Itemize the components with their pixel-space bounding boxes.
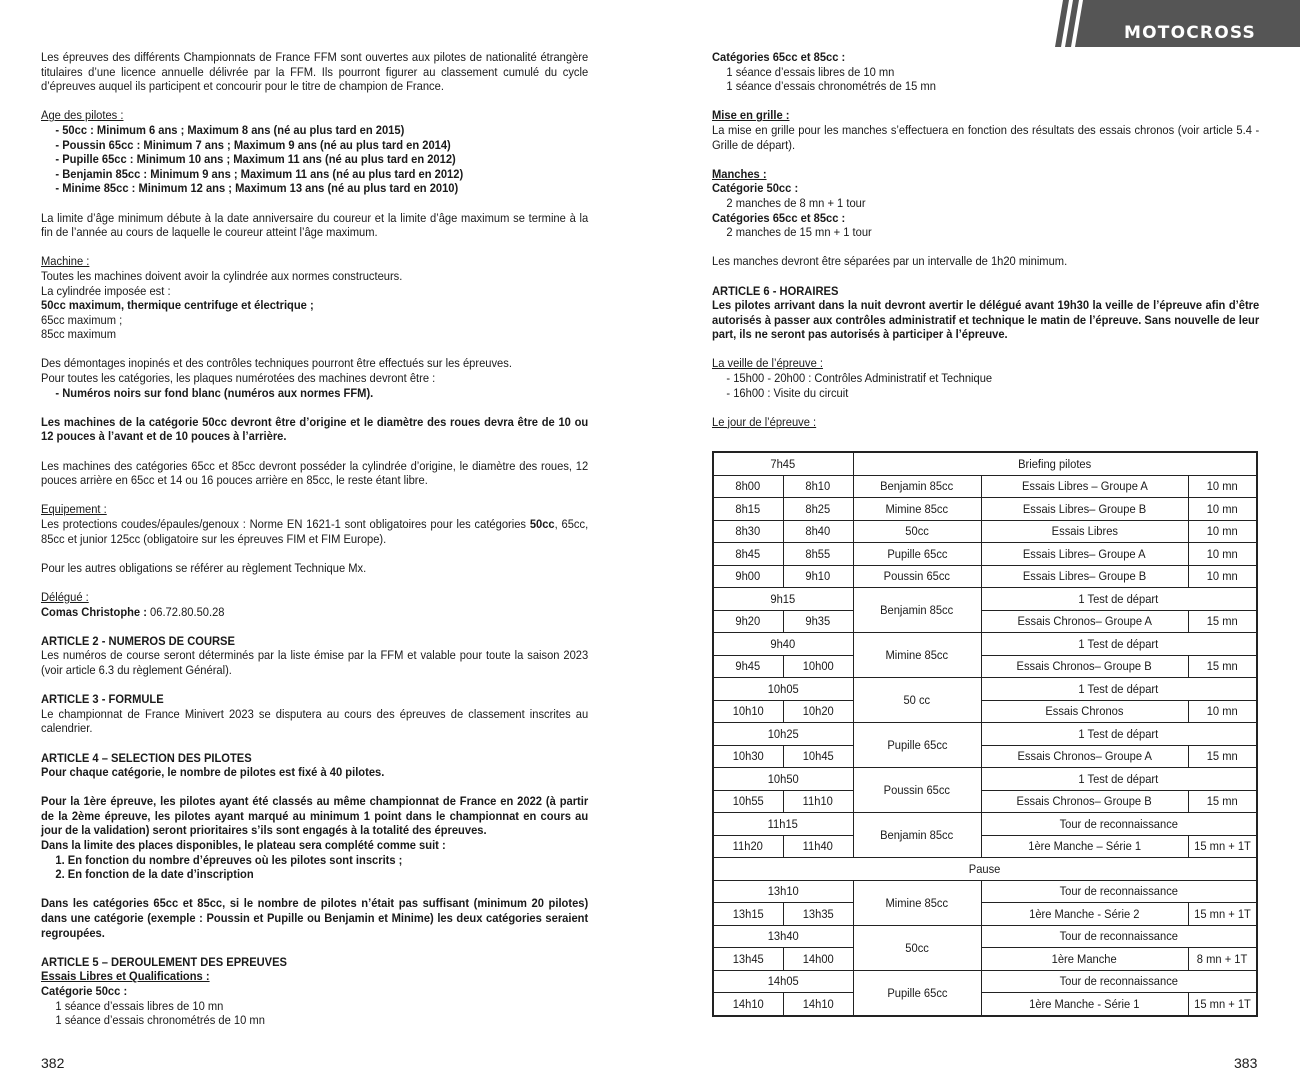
category-cell: Benjamin 85cc [853,813,981,858]
block-time-cell: 14h05 [713,970,853,993]
block-label-cell: Tour de reconnaissance [981,880,1257,903]
category-cell: Poussin 65cc [853,768,981,813]
machines-50-paragraph: Les machines de la catégorie 50cc devront être d’origine et le diamètre des roues devra être de 10 ou 12 pouces à l’avant et de 10 pouces à l’arrière. [41,414,589,444]
category-cell: Benjamin 85cc [853,588,981,633]
category-cell: 50 cc [853,678,981,723]
article-4-line: Pour chaque catégorie, le nombre de pilotes est fixé à 40 pilotes. [41,765,385,780]
session-cell: 1ère Manche - Série 1 [981,993,1188,1016]
end-time-cell: 10h45 [783,745,853,768]
right-column [712,50,1259,429]
table-row [713,903,1257,926]
banner-title: MOTOCROSS [1124,23,1256,43]
block-label-cell: 1 Test de départ [981,678,1257,701]
table-row [713,790,1257,813]
session-cell: Essais Chronos– Groupe B [981,655,1188,678]
cat-6585-heading: Catégories 65cc et 85cc : [712,50,846,64]
table-row [713,700,1257,723]
block-label-cell: 1 Test de départ [981,768,1257,791]
table-row [713,835,1257,858]
session-cell: 1ère Manche - Série 2 [981,903,1188,926]
demontages-line: Pour toutes les catégories, les plaques numérotées des machines devront être : [41,371,436,386]
block-label-cell: 1 Test de départ [981,588,1257,611]
table-row [713,633,1257,656]
article-4-title: ARTICLE 4 – SELECTION DES PILOTES [41,750,252,765]
block-time-cell: 9h40 [713,633,853,656]
category-cell: Mimine 85cc [853,880,981,925]
duration-cell: 10 mn [1188,475,1257,498]
briefing-time: 7h45 [713,452,853,475]
block-label-cell: Tour de reconnaissance [981,813,1257,836]
equipment-paragraph [41,517,588,546]
age-limit-paragraph: La limite d’âge minimum débute à la date anniversaire du coureur et la limite d’âge maximum se termine à la fin de l’année au cours de laquelle le coureur atteint l’âge maximum. [41,210,589,240]
intro-paragraph: Les épreuves des différents Championnats de France FFM sont ouvertes aux pilotes de nationalité étrangère titulaires d’une licence annuelle délivrée par la FFM. Ils pourront figurer au classement cumulé du cycle d’épreuves auquel ils participent et concourir pour le titre de champion de France. [41,50,589,94]
age-item: - 50cc : Minimum 6 ans ; Maximum 8 ans (né au plus tard en 2015) [55,122,405,137]
start-time-cell: 8h30 [713,520,783,543]
session-cell: Essais Libres– Groupe B [981,498,1188,521]
delegue-name: Comas Christophe : [41,604,147,619]
machine-line: La cylindrée imposée est : [41,283,171,298]
start-time-cell: 9h45 [713,655,783,678]
session-cell: Essais Libres [981,520,1188,543]
duration-cell: 15 mn + 1T [1188,835,1257,858]
delegue-phone: 06.72.80.50.28 [146,604,225,619]
article-5-subheading: Essais Libres et Qualifications : [41,969,210,984]
end-time-cell: 13h35 [783,903,853,926]
grille-heading: Mise en grille : [712,108,790,123]
machine-line: Toutes les machines doivent avoir la cylindrée aux normes constructeurs. [41,268,403,283]
article-3-text: Le championnat de France Minivert 2023 se disputera au cours des épreuves de classement inscrites au calendrier. [41,706,589,736]
article-4-limit: Dans la limite des places disponibles, le plateau sera complété comme suit : [41,838,446,853]
table-row [713,475,1257,498]
table-row [713,565,1257,588]
veille-heading: La veille de l’épreuve : [712,356,823,371]
table-row [713,610,1257,633]
category-cell: Benjamin 85cc [853,475,981,498]
block-time-cell: 11h15 [713,813,853,836]
block-time-cell: 10h50 [713,768,853,791]
block-time-cell: 10h25 [713,723,853,746]
session-cell: Essais Chronos– Groupe A [981,610,1188,633]
session-cell: 1ère Manche – Série 1 [981,835,1188,858]
table-row [713,520,1257,543]
article-5-title: ARTICLE 5 – DEROULEMENT DES EPREUVES [41,954,287,969]
table-row [713,498,1257,521]
start-time-cell: 10h10 [713,700,783,723]
start-time-cell: 8h45 [713,543,783,566]
start-time-cell: 11h20 [713,835,783,858]
table-row [713,588,1257,611]
start-time-cell: 10h30 [713,745,783,768]
table-row [713,858,1257,881]
end-time-cell: 14h00 [783,948,853,971]
block-time-cell: 13h10 [713,880,853,903]
table-row [713,993,1257,1016]
table-row [713,655,1257,678]
article-6-text: Les pilotes arrivant dans la nuit devront avertir le délégué avant 19h30 la veille de l’épreuve afin d’être autorisés à passer aux contrôles administratif et technique le matin de l’épreuve. Sans nouvelle de leur part, ils ne seront pas autorisés à participer à l’épreuve. [712,298,1260,342]
age-item: - Poussin 65cc : Minimum 7 ans ; Maximum 9 ans (né au plus tard en 2014) [55,137,451,152]
jour-heading: Le jour de l’épreuve : [712,414,817,429]
manches-6585-line: 2 manches de 15 mn + 1 tour [726,225,872,240]
ages-heading: Age des pilotes : [41,108,124,123]
article-4-regroup: Dans les catégories 65cc et 85cc, si le nombre de pilotes n’était pas suffisant (minimum 20 pilotes) dans une catégorie (exemple : Poussin et Pupille ou Benjamin et Minime) les deux catégories seraient regroupées. [41,896,589,940]
end-time-cell: 8h10 [783,475,853,498]
equipment-text-b: , 65cc, 85cc et junior 125cc (obligatoire sur les épreuves FIM et FIM Europe). [41,517,589,546]
motocross-banner [1055,0,1300,47]
start-time-cell: 10h55 [713,790,783,813]
end-time-cell: 14h10 [783,993,853,1016]
session-cell: Essais Chronos– Groupe A [981,745,1188,768]
table-row [713,723,1257,746]
machine-line: 85cc maximum [41,327,116,342]
session-cell: 1ère Manche [981,948,1188,971]
table-row [713,745,1257,768]
briefing-label: Briefing pilotes [853,452,1257,475]
veille-line: - 16h00 : Visite du circuit [726,385,849,400]
article-4-paragraph: Pour la 1ère épreuve, les pilotes ayant été classés au même championnat de France en 2022 (à partir de la 2ème épreuve, les pilotes ayant marqué au minimum 1 point dans le championnat en cours au jour de la validation) seront prioritaires s’ils sont engagés à la totalité des épreuves. [41,794,589,838]
block-label-cell: Tour de reconnaissance [981,970,1257,993]
table-row [713,543,1257,566]
start-time-cell: 13h15 [713,903,783,926]
start-time-cell: 8h00 [713,475,783,498]
equipment-heading: Equipement : [41,502,107,517]
demontages-line: Des démontages inopinés et des contrôles techniques pourront être effectués sur les épreuves. [41,356,512,371]
article-4-list-item: 1. En fonction du nombre d’épreuves où les pilotes sont inscrits ; [55,852,403,867]
category-cell: Pupille 65cc [853,543,981,566]
end-time-cell: 9h10 [783,565,853,588]
block-label-cell: 1 Test de départ [981,633,1257,656]
manches-cat6585: Catégories 65cc et 85cc : [712,210,846,225]
block-time-cell: 9h15 [713,588,853,611]
machine-line: 65cc maximum ; [41,312,123,327]
end-time-cell: 8h25 [783,498,853,521]
plates-line: - Numéros noirs sur fond blanc (numéros aux normes FFM). [55,385,374,400]
article-5-line: 1 séance d’essais libres de 10 mn [55,998,224,1013]
block-time-cell: 13h40 [713,925,853,948]
left-column [41,50,588,1028]
category-cell: Pupille 65cc [853,723,981,768]
end-time-cell: 9h35 [783,610,853,633]
schedule-table [712,451,1258,1017]
category-cell: Pupille 65cc [853,970,981,1016]
end-time-cell: 8h40 [783,520,853,543]
table-row [713,452,1257,475]
duration-cell: 10 mn [1188,565,1257,588]
duration-cell: 10 mn [1188,520,1257,543]
start-time-cell: 13h45 [713,948,783,971]
table-row [713,970,1257,993]
end-time-cell: 8h55 [783,543,853,566]
article-5-category: Catégorie 50cc : [41,984,128,998]
delegue-line [41,605,588,620]
schedule-body [713,452,1257,1016]
machines-65-85-paragraph: Les machines des catégories 65cc et 85cc devront posséder la cylindrée d’origine, le diamètre des roues, 12 pouces arrière en 65cc et 14 ou 16 pouces arrière en 85cc, le reste étant libre. [41,458,589,488]
article-6-title: ARTICLE 6 - HORAIRES [712,283,839,298]
other-obligations: Pour les autres obligations se référer au règlement Technique Mx. [41,560,367,575]
page-number-right: 383 [1234,1055,1258,1071]
cat-6585-line: 1 séance d’essais chronométrés de 15 mn [726,79,936,94]
session-cell: Essais Libres – Groupe A [981,475,1188,498]
start-time-cell: 14h10 [713,993,783,1016]
manches-interval: Les manches devront être séparées par un intervalle de 1h20 minimum. [712,254,1068,269]
session-cell: Essais Chronos– Groupe B [981,790,1188,813]
page-number-left: 382 [41,1055,65,1071]
manches-cat50: Catégorie 50cc : [712,181,799,196]
block-time-cell: 10h05 [713,678,853,701]
block-label-cell: 1 Test de départ [981,723,1257,746]
duration-cell: 15 mn + 1T [1188,903,1257,926]
block-label-cell: Tour de reconnaissance [981,925,1257,948]
equipment-text-bold: 50cc [529,517,555,531]
manches-50-line: 2 manches de 8 mn + 1 tour [726,195,866,210]
machine-heading: Machine : [41,254,90,269]
duration-cell: 15 mn [1188,610,1257,633]
duration-cell: 15 mn + 1T [1188,993,1257,1016]
end-time-cell: 11h40 [783,835,853,858]
category-cell: 50cc [853,520,981,543]
duration-cell: 15 mn [1188,790,1257,813]
end-time-cell: 11h10 [783,790,853,813]
machine-bold-line: 50cc maximum, thermique centrifuge et électrique ; [41,298,314,313]
session-cell: Essais Libres– Groupe B [981,565,1188,588]
start-time-cell: 9h00 [713,565,783,588]
category-cell: Mimine 85cc [853,498,981,521]
equipment-text-a: Les protections coudes/épaules/genoux : Norme EN 1621-1 sont obligatoires pour les catégories [41,517,530,531]
duration-cell: 15 mn [1188,655,1257,678]
duration-cell: 10 mn [1188,543,1257,566]
session-cell: Essais Libres– Groupe A [981,543,1188,566]
cat-6585-line: 1 séance d’essais libres de 10 mn [726,64,895,79]
grille-text: La mise en grille pour les manches s’effectuera en fonction des résultats des essais chronos (voir article 5.4 - Grille de départ). [712,122,1260,152]
category-cell: 50cc [853,925,981,970]
table-row [713,768,1257,791]
duration-cell: 8 mn + 1T [1188,948,1257,971]
table-row [713,880,1257,903]
age-item: - Benjamin 85cc : Minimum 9 ans ; Maximum 11 ans (né au plus tard en 2012) [55,166,464,181]
table-row [713,948,1257,971]
category-cell: Mimine 85cc [853,633,981,678]
table-row [713,678,1257,701]
duration-cell: 10 mn [1188,700,1257,723]
ages-list [41,123,588,196]
manches-heading: Manches : [712,166,767,181]
article-2-title: ARTICLE 2 - NUMEROS DE COURSE [41,633,235,648]
table-row [713,925,1257,948]
age-item: - Minime 85cc : Minimum 12 ans ; Maximum 13 ans (né au plus tard en 2010) [55,181,459,196]
article-5-line: 1 séance d’essais chronométrés de 10 mn [55,1013,265,1028]
start-time-cell: 8h15 [713,498,783,521]
veille-line: - 15h00 - 20h00 : Contrôles Administratif et Technique [726,371,993,386]
duration-cell: 10 mn [1188,498,1257,521]
article-2-text: Les numéros de course seront déterminés par la liste émise par la FFM et valable pour toute la saison 2023 (voir article 6.3 du règlement Général). [41,648,589,677]
session-cell: Essais Chronos [981,700,1188,723]
end-time-cell: 10h00 [783,655,853,678]
delegue-heading: Délégué : [41,589,89,604]
article-3-title: ARTICLE 3 - FORMULE [41,692,164,707]
table-row [713,813,1257,836]
pause-cell: Pause [713,858,1257,881]
duration-cell: 15 mn [1188,745,1257,768]
age-item: - Pupille 65cc : Minimum 10 ans ; Maximum 11 ans (né au plus tard en 2012) [55,152,456,167]
start-time-cell: 9h20 [713,610,783,633]
category-cell: Poussin 65cc [853,565,981,588]
article-4-list-item: 2. En fonction de la date d’inscription [55,867,254,882]
end-time-cell: 10h20 [783,700,853,723]
